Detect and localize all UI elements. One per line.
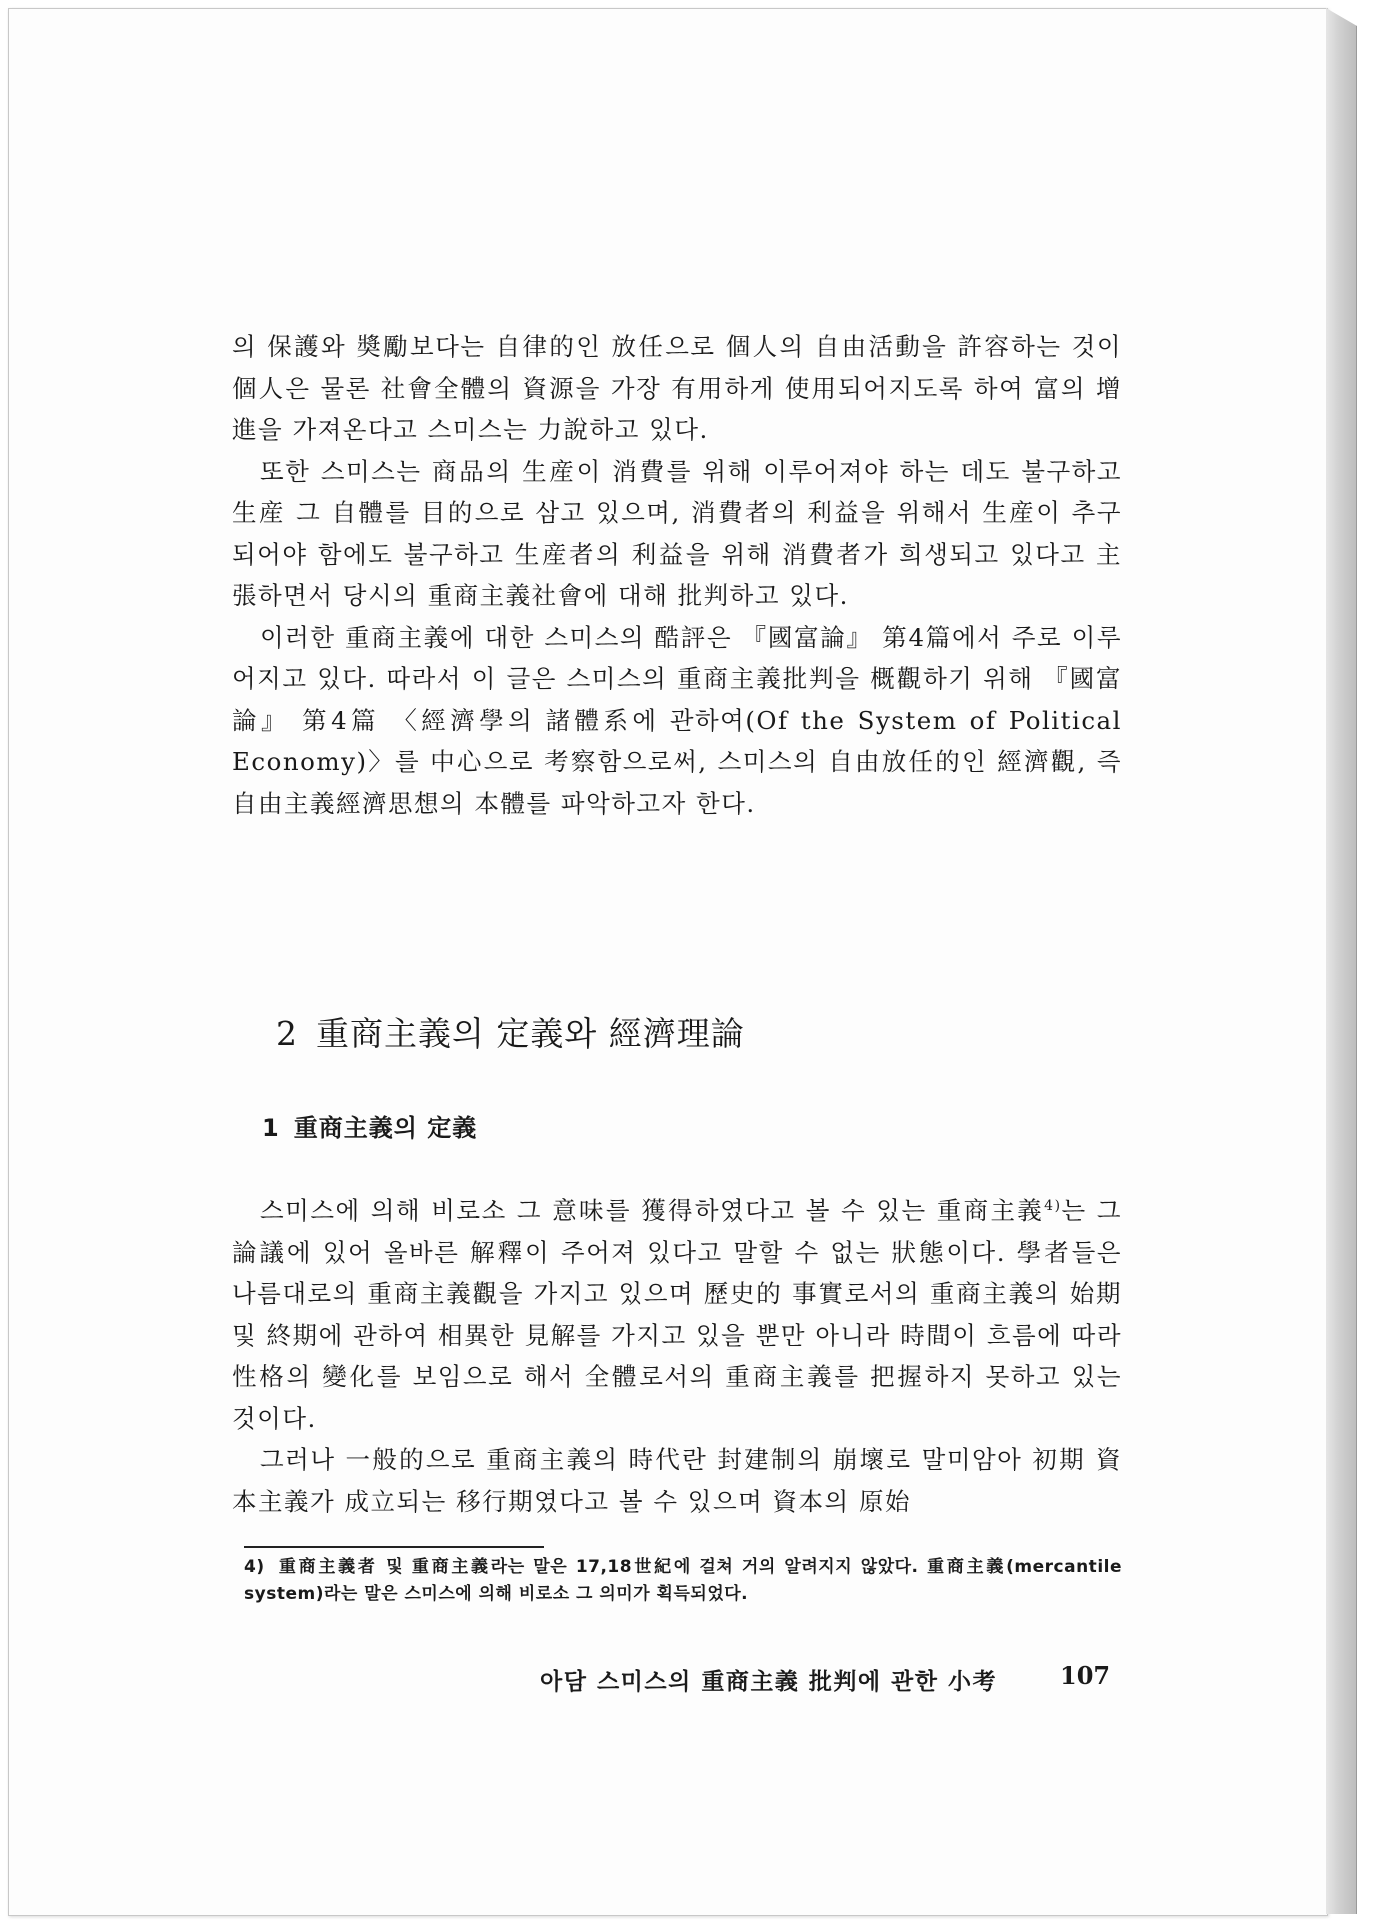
section-title-text: 重商主義의 定義와 經濟理論 [316, 1014, 745, 1053]
footnote-mark: 4) [244, 1557, 265, 1577]
paragraph-4-part-2: 는 그 論議에 있어 올바른 解釋이 주어져 있다고 말할 수 없는 狀態이다. 學者들은 나름대로의 重商主義觀을 가지고 있으며 歷史的 事實로서의 重商主義의 始期 및 終期에 관하여 相異한 見解를 가지고 있을 뿐만 아니라 時間이 흐름에 따라 性格의 變化를 보임으로 해서 全體로서의 重商主義를 把握하지 못하고 있는 것이다. [232, 1196, 1122, 1433]
paragraph-5: 그러나 一般的으로 重商主義의 時代란 封建制의 崩壞로 말미암아 初期 資本主義가 成立되는 移行期였다고 볼 수 있으며 資本의 原始 [232, 1445, 1122, 1516]
paragraph-4-part-1: 스미스에 의해 비로소 그 意味를 獲得하였다고 볼 수 있는 重商主義 [260, 1196, 1045, 1225]
body-text-top [232, 326, 1122, 824]
footnote-reference: 4) [1044, 1198, 1062, 1214]
page-stack-edge [1326, 8, 1357, 1914]
subsection-heading [262, 1108, 477, 1143]
body-text-bottom [232, 1190, 1122, 1522]
paragraph-3: 이러한 重商主義에 대한 스미스의 酷評은 『國富論』 第4篇에서 주로 이루어지고 있다. 따라서 이 글은 스미스의 重商主義批判을 概觀하기 위해 『國富論』 第4篇 〈經濟學의 諸體系에 관하여(Of the System of Political Economy)〉를 中心으로 考察함으로써, 스미스의 自由放任的인 經濟觀, 즉 自由主義經濟思想의 本體를 파악하고자 한다. [232, 622, 1122, 818]
paragraph-2: 또한 스미스는 商品의 生産이 消費를 위해 이루어져야 하는 데도 불구하고 生産 그 自體를 目的으로 삼고 있으며, 消費者의 利益을 위해서 生産이 추구되어야 함에도 불구하고 生産者의 利益을 위해 消費者가 희생되고 있다고 主張하면서 당시의 重商主義社會에 대해 批判하고 있다. [232, 456, 1122, 610]
paragraph-4 [232, 1190, 1122, 1439]
section-heading [276, 1008, 745, 1055]
paragraph-1: 의 保護와 奬勵보다는 自律的인 放任으로 個人의 自由活動을 許容하는 것이 個人은 물론 社會全體의 資源을 가장 有用하게 使用되어지도록 하여 富의 增進을 가져온다고 스미스는 力說하고 있다. [232, 332, 1122, 444]
running-footer-title: 아담 스미스의 重商主義 批判에 관한 小考 [540, 1669, 997, 1695]
subsection-title-text: 重商主義의 定義 [293, 1114, 478, 1142]
subsection-number: 1 [262, 1114, 280, 1142]
footnote-text: 重商主義者 및 重商主義라는 말은 17,18世紀에 걸쳐 거의 알려지지 않았다. 重商主義(mercantile system)라는 말은 스미스에 의해 비로소 그 의미가 획득되었다. [244, 1557, 1122, 1604]
section-number: 2 [276, 1014, 298, 1053]
page-number: 107 [1060, 1661, 1111, 1690]
footnote-divider [244, 1546, 544, 1548]
document-page [8, 8, 1328, 1916]
footnote-4 [244, 1554, 1122, 1608]
